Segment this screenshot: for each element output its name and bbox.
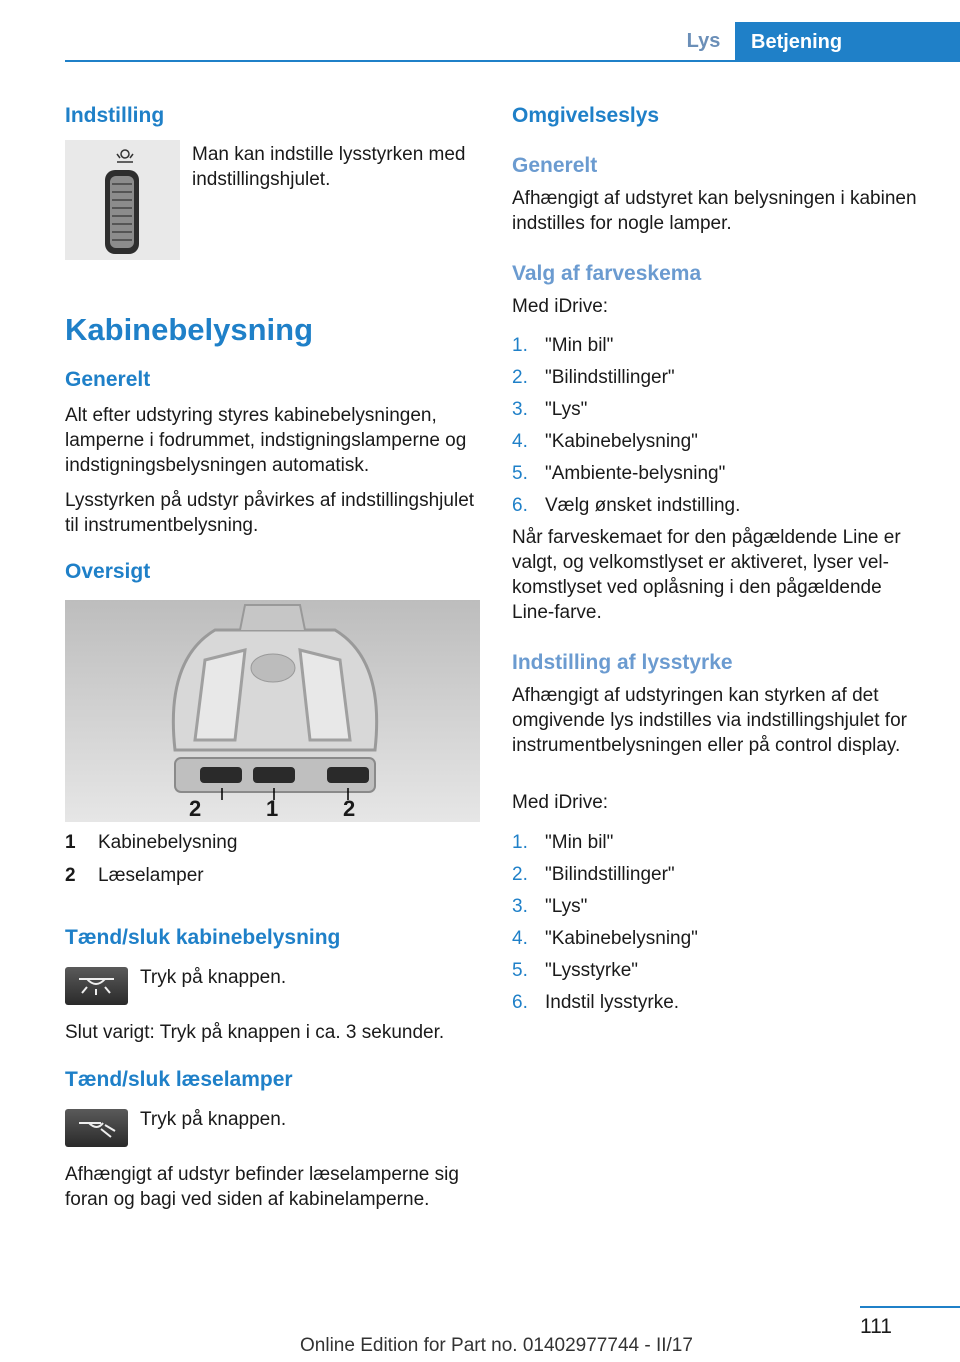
farveskema-steps: 1. "Min bil" 2. "Bilindstillinger" 3. "Lys" 4. "Kabinebelysning" 5. "Ambiente-belysning" 6. Vælg ønsket indstilling.	[512, 335, 741, 516]
lysstyrke-text: Afhængigt af udstyringen kan styrken af det omgivende lys indstilles via indstillingshjulet for instrumentbelysningen eller på control display.	[512, 685, 907, 756]
footer-edition: Online Edition for Part no. 01402977744 - II/17	[300, 1335, 693, 1356]
footer-rule	[860, 1306, 960, 1308]
omgivelseslys-generelt-heading: Generelt	[512, 154, 598, 177]
figure-label-2-right: 2	[343, 796, 356, 821]
taend-laese-heading: Tænd/sluk læselamper	[65, 1068, 293, 1091]
lysstyrke-heading: Indstilling af lysstyrke	[512, 651, 733, 674]
page-number: 111	[860, 1315, 892, 1338]
taend-laese-text: Tryk på knappen.	[140, 1109, 287, 1130]
header-tab-betjening: Betjening	[735, 22, 960, 62]
legend-text: Læselamper	[98, 865, 204, 886]
figure-label-2-left: 2	[189, 796, 202, 821]
legend-num: 1	[65, 832, 76, 853]
cabin-light-overview-figure	[65, 600, 480, 822]
cabin-light-button-icon	[65, 967, 128, 1005]
legend-num: 2	[65, 865, 76, 886]
kabine-generelt-p1: Alt efter udstyring styres kabinebelysningen, lamperne i fodrummet, indstigningslamperne og indstigningsbelysningen automatisk.	[65, 405, 467, 476]
taend-kabine-text: Tryk på knappen.	[140, 967, 287, 988]
indstilling-heading: Indstilling	[65, 104, 165, 127]
legend-text: Kabinebelysning	[98, 832, 238, 853]
figure-label-1: 1	[266, 796, 279, 821]
farveskema-note: Når farveskemaet for den pågældende Line er valgt, og velkomstlyset er aktiveret, lyser velkomstlyset ved oplåsning i den pågældende Line-farve.	[512, 527, 901, 623]
omgivelseslys-title: Omgivelseslys	[512, 104, 660, 127]
kabinebelysning-title: Kabinebelysning	[65, 312, 314, 347]
farveskema-intro: Med iDrive:	[512, 296, 609, 317]
farveskema-heading: Valg af farveskema	[512, 262, 702, 285]
header-tab-lys: Lys	[686, 30, 721, 52]
taend-kabine-heading: Tænd/sluk kabinebelysning	[65, 926, 341, 949]
reading-light-button-icon	[65, 1109, 128, 1147]
oversigt-heading: Oversigt	[65, 560, 151, 583]
lysstyrke-steps: 1. "Min bil" 2. "Bilindstillinger" 3. "Lys" 4. "Kabinebelysning" 5. "Lysstyrke" 6. Indstil lysstyrke.	[512, 832, 698, 1013]
taend-kabine-note: Slut varigt: Tryk på knappen i ca. 3 sekunder.	[65, 1022, 445, 1043]
kabine-generelt-p2: Lysstyrken på udstyr påvirkes af indstillingshjulet til instrumentbelysning.	[65, 490, 475, 536]
lysstyrke-intro: Med iDrive:	[512, 792, 609, 813]
taend-laese-note: Afhængigt af udstyr befinder læselamperne sig foran og bagi ved siden af kabinelamperne.	[65, 1164, 459, 1210]
header-rule	[65, 60, 960, 62]
kabine-generelt-heading: Generelt	[65, 368, 151, 391]
figure-legend	[65, 832, 480, 892]
omgivelseslys-generelt-text: Afhængigt af udstyret kan belysningen i kabinen indstilles for nogle lamper.	[512, 188, 917, 234]
indstilling-text: Man kan indstille lysstyrken med indstillingshjulet.	[192, 144, 466, 190]
dimmer-wheel-image	[65, 140, 180, 260]
